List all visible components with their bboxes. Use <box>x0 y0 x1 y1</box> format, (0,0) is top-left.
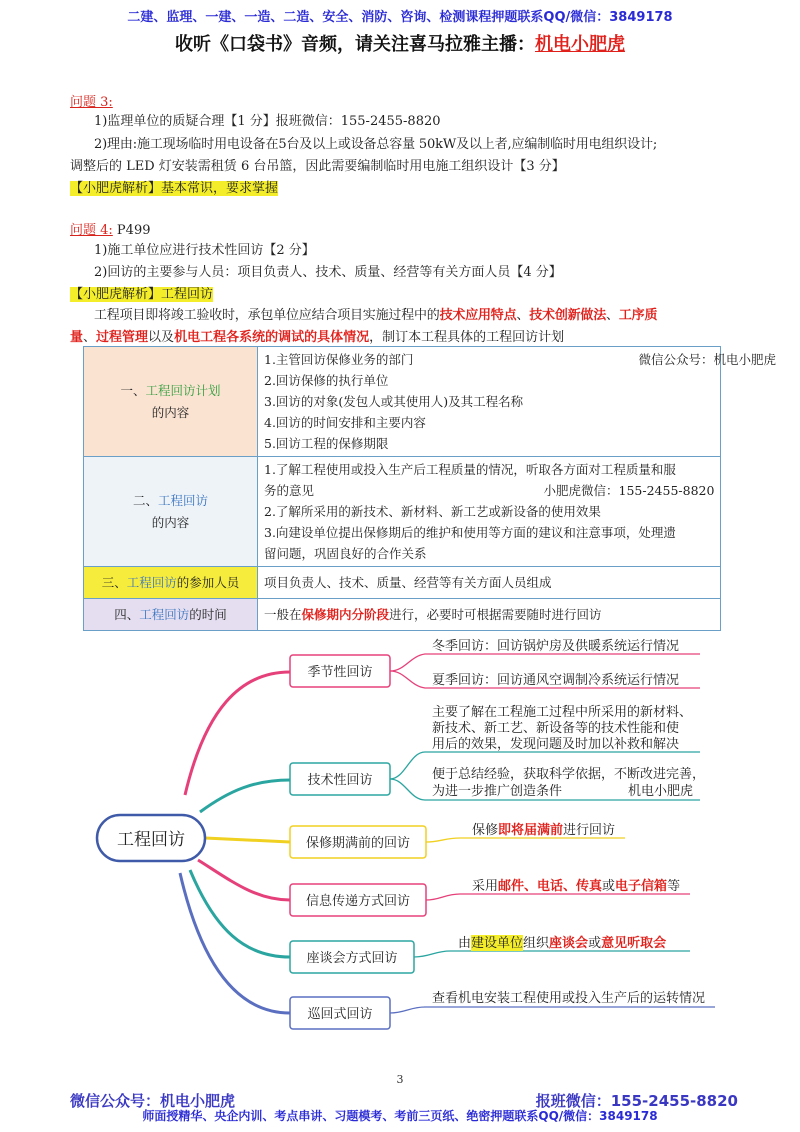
revisit-table <box>83 346 777 631</box>
node-seasonal-label: 季节性回访 <box>307 665 373 680</box>
meeting-leaf: 由建设单位组织座谈会或意见听取会 <box>458 936 667 951</box>
branch-meeting-curve <box>190 870 290 957</box>
node-info-label: 信息传递方式回访 <box>305 894 411 909</box>
q4-page-ref: P499 <box>112 223 151 238</box>
subtitle-highlight: 机电小肥虎 <box>535 34 625 55</box>
row2-label: 二、工程回访 的内容 <box>84 457 258 567</box>
table-row <box>84 347 721 457</box>
row2-content: 1.了解工程使用或投入生产后工程质量的情况，听取各方面对工程质量和服 务的意见 小肥虎微信：155-2455-8820 2.了解所采用的新技术、新材料、新工艺或新设备的使用效果 3.向建设单位提出保修期后的维护和使用等方面的建议和注意事项，处理遗 留问题，巩固良好的合作关系 <box>258 457 721 567</box>
info-leaf: 采用邮件、电话、传真或电子信箱等 <box>472 879 681 894</box>
row3-content: 项目负责人、技术、质量、经营等有关方面人员组成 <box>258 567 721 599</box>
seasonal-winter: 冬季回访：回访锅炉房及供暖系统运行情况 <box>432 639 680 654</box>
q4-analysis-tag: 【小肥虎解析】工程回访 <box>70 287 214 302</box>
q3-analysis <box>70 178 278 200</box>
technical-a-2: 新技术、新工艺、新设备等的技术性能和使 <box>432 721 680 736</box>
top-banner: 二建、监理、一建、一造、二造、安全、消防、咨询、检测课程押题联系QQ/微信：3849178 <box>127 10 673 25</box>
q3-analysis-tag: 【小肥虎解析】基本常识，要求掌握 <box>70 181 279 196</box>
q3-line3: 调整后的 LED 灯安装需租赁 6 台吊篮，因此需要编制临时用电施工组织设计【3 分】 <box>70 159 565 174</box>
row1-note: 微信公众号：机电小肥虎 <box>638 352 777 367</box>
branch-patrol-curve <box>180 873 290 1013</box>
q4-analysis <box>70 284 213 306</box>
node-warranty-label: 保修期满前的回访 <box>305 836 411 851</box>
table-row <box>84 457 721 567</box>
q4-line1: 1)施工单位应进行技术性回访【2 分】 <box>94 243 315 258</box>
subtitle-prefix: 收听《口袋书》音频，请关注喜马拉雅主播： <box>175 34 535 55</box>
row1-label: 一、工程回访计划 的内容 <box>84 347 258 457</box>
q4-paragraph-line2: 量、过程管理以及机电工程各系统的调试的具体情况，制订本工程具体的工程回访计划 <box>70 330 565 345</box>
row4-label: 四、工程回访的时间 <box>84 599 258 631</box>
branch-seasonal-curve <box>185 672 290 795</box>
seasonal-summer: 夏季回访：回访通风空调制冷系统运行情况 <box>432 673 680 688</box>
technical-b-2: 为进一步推广创造条件 <box>432 784 563 799</box>
q4-paragraph-line1: 工程项目即将竣工验收时，承包单位应结合项目实施过程中的技术应用特点、技术创新做法、工序质 <box>94 308 658 323</box>
mind-map <box>0 630 800 1050</box>
branch-info-curve <box>198 860 290 900</box>
row4-content: 一般在保修期内分阶段进行，必要时可根据需要随时进行回访 <box>258 599 721 631</box>
node-technical-label: 技术性回访 <box>307 773 373 788</box>
warranty-leaf: 保修即将届满前进行回访 <box>472 823 616 838</box>
node-patrol-label: 巡回式回访 <box>307 1007 373 1022</box>
q4-line2: 2)回访的主要参与人员：项目负责人、技术、质量、经营等有关方面人员【4 分】 <box>94 265 562 280</box>
footer-bottom: 师面授精华、央企内训、考点串讲、习题模考、考前三页纸、绝密押题联系QQ/微信：3849178 <box>142 1109 658 1123</box>
row2-note: 小肥虎微信：155-2455-8820 <box>543 483 715 498</box>
q3-line1: 1)监理单位的质疑合理【1 分】报班微信：155-2455-8820 <box>94 114 441 129</box>
technical-b-1: 便于总结经验，获取科学依据，不断改进完善， <box>432 767 706 782</box>
node-meeting-label: 座谈会方式回访 <box>306 951 398 966</box>
footer-left: 微信公众号：机电小肥虎 <box>70 1092 236 1110</box>
q4-title <box>70 220 151 242</box>
q3-title-text: 问题 3: <box>70 95 113 110</box>
row3-label: 三、工程回访的参加人员 <box>84 567 258 599</box>
patrol-leaf: 查看机电安装工程使用或投入生产后的运转情况 <box>432 991 706 1006</box>
page-number: 3 <box>396 1073 404 1086</box>
technical-b-note: 机电小肥虎 <box>628 784 694 799</box>
technical-a-3: 用后的效果，发现问题及时加以补救和解决 <box>432 737 680 752</box>
branch-technical-curve <box>200 780 290 812</box>
technical-a-1: 主要了解在工程施工过程中所采用的新材料、 <box>432 705 693 720</box>
q3-line2: 2)理由:施工现场临时用电设备在5台及以上或设备总容量 50kW及以上者,应编制临时用电组织设计; <box>94 137 658 152</box>
table-row <box>84 567 721 599</box>
q4-title-text: 问题 4: <box>70 223 113 238</box>
subtitle <box>0 30 800 56</box>
root-label: 工程回访 <box>117 830 185 850</box>
table-row <box>84 599 721 631</box>
footer-right: 报班微信：155-2455-8820 <box>535 1092 738 1110</box>
branch-warranty-curve <box>205 838 290 842</box>
row1-content: 1.主管回访保修业务的部门 微信公众号：机电小肥虎 2.回访保修的执行单位 3.回访的对象(发包人或其使用人)及其工程名称 4.回访的时间安排和主要内容 5.回访工程的保修期限 <box>258 347 721 457</box>
